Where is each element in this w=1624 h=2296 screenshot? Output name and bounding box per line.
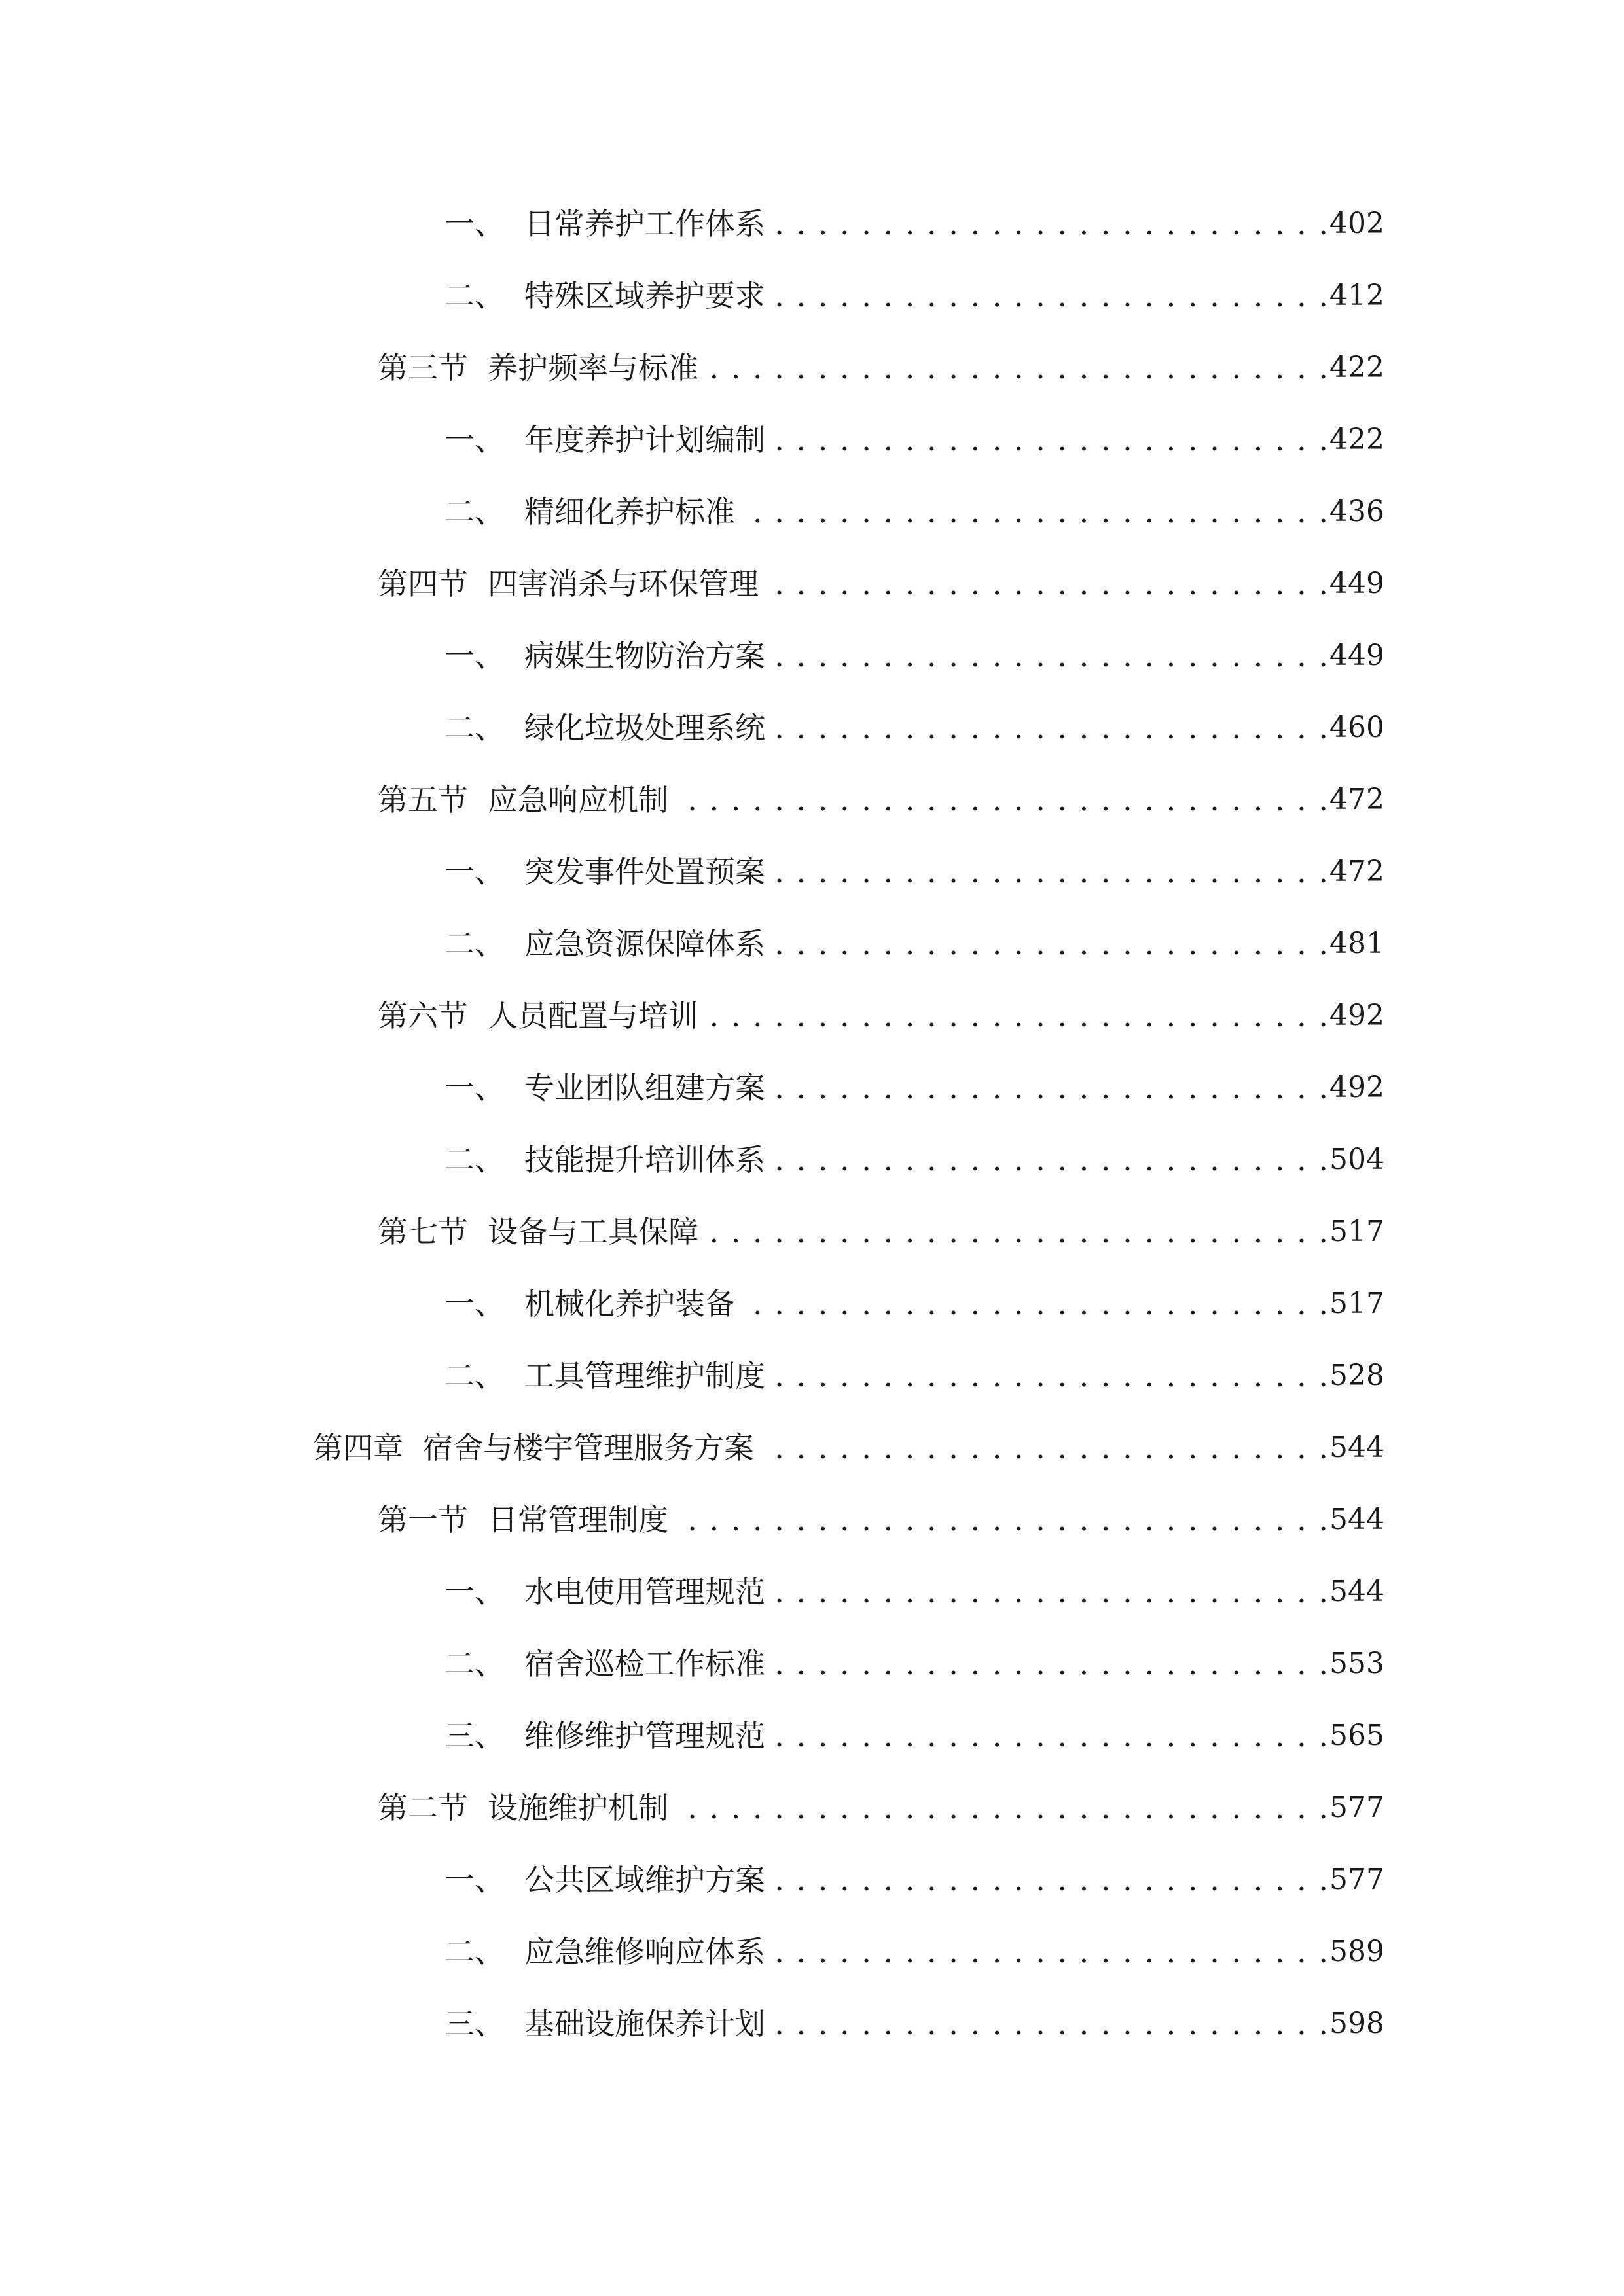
toc-entry-page: 481 [1329,927,1384,960]
toc-entry[interactable] [0,1716,1624,1788]
toc-entry-number: 一、 [444,422,505,457]
toc-entry[interactable] [0,1356,1624,1428]
table-of-contents [0,204,1624,2076]
toc-entry-number: 二、 [444,710,505,745]
dot-leader [772,204,1329,243]
dot-leader [761,1428,1329,1467]
toc-entry-title: 设施维护机制 [488,1790,668,1825]
dot-leader [705,1212,1329,1251]
toc-entry[interactable] [0,1284,1624,1356]
dot-leader [772,1932,1329,1971]
dot-leader [742,492,1329,531]
toc-entry-title: 应急维修响应体系 [524,1934,765,1969]
toc-entry[interactable] [0,204,1624,276]
toc-entry[interactable] [0,420,1624,492]
toc-entry-number: 二、 [444,1142,505,1177]
dot-leader [772,1356,1329,1395]
toc-entry-number: 第三节 [378,350,468,386]
dot-leader [705,996,1329,1035]
toc-entry-title: 人员配置与培训 [488,998,698,1033]
toc-entry-title: 维修维护管理规范 [524,1718,765,1753]
toc-entry-number: 一、 [444,854,505,889]
toc-entry-number: 一、 [444,1574,505,1609]
toc-entry-title: 技能提升培训体系 [524,1142,765,1177]
toc-entry[interactable] [0,1068,1624,1140]
toc-entry-page: 449 [1329,639,1384,672]
toc-entry-title: 设备与工具保障 [488,1214,698,1249]
toc-entry-number: 三、 [444,2006,505,2041]
toc-entry-number: 二、 [444,1646,505,1681]
toc-entry-title: 特殊区域养护要求 [524,278,765,314]
toc-entry-page: 565 [1329,1719,1384,1752]
dot-leader [742,1284,1329,1323]
toc-entry-page: 544 [1329,1431,1384,1464]
toc-entry-number: 第一节 [378,1502,468,1537]
dot-leader [772,1644,1329,1683]
toc-entry[interactable] [0,348,1624,420]
toc-entry-number: 二、 [444,1934,505,1969]
toc-entry-page: 472 [1329,783,1384,816]
toc-entry-number: 第七节 [378,1214,468,1249]
toc-entry-page: 577 [1329,1791,1384,1824]
toc-entry-title: 应急响应机制 [488,782,668,817]
toc-entry-page: 517 [1329,1215,1384,1248]
toc-entry-number: 第五节 [378,782,468,817]
dot-leader [772,636,1329,675]
toc-entry[interactable] [0,1212,1624,1284]
toc-entry[interactable] [0,1428,1624,1500]
toc-entry-title: 精细化养护标准 [524,494,735,529]
toc-entry-title: 绿化垃圾处理系统 [524,710,765,745]
dot-leader [772,852,1329,891]
toc-entry-number: 三、 [444,1718,505,1753]
dot-leader [772,420,1329,459]
toc-entry-page: 544 [1329,1575,1384,1608]
toc-entry-page: 544 [1329,1503,1384,1536]
toc-entry-number: 一、 [444,1070,505,1105]
dot-leader [772,1572,1329,1611]
toc-entry[interactable] [0,708,1624,780]
dot-leader [765,564,1329,603]
dot-leader [772,1068,1329,1107]
toc-entry[interactable] [0,492,1624,564]
toc-entry-title: 水电使用管理规范 [524,1574,765,1609]
toc-entry-page: 422 [1329,351,1384,384]
toc-entry-number: 二、 [444,1358,505,1393]
toc-entry-number: 二、 [444,278,505,314]
dot-leader [772,1716,1329,1755]
toc-entry-number: 一、 [444,638,505,673]
toc-entry-page: 436 [1329,495,1384,528]
toc-entry-page: 517 [1329,1287,1384,1320]
toc-entry-title: 病媒生物防治方案 [524,638,765,673]
toc-entry[interactable] [0,1500,1624,1572]
toc-entry-page: 598 [1329,2007,1384,2040]
toc-entry-page: 577 [1329,1863,1384,1896]
toc-entry-page: 449 [1329,567,1384,600]
toc-entry-title: 养护频率与标准 [488,350,698,386]
toc-entry-page: 504 [1329,1143,1384,1176]
toc-entry-title: 专业团队组建方案 [524,1070,765,1105]
toc-entry-title: 四害消杀与环保管理 [488,566,759,601]
toc-entry-title: 年度养护计划编制 [524,422,765,457]
toc-entry-title: 应急资源保障体系 [524,926,765,961]
toc-entry[interactable] [0,636,1624,708]
dot-leader [772,2004,1329,2043]
toc-entry[interactable] [0,1860,1624,1932]
toc-entry-page: 492 [1329,999,1384,1032]
toc-entry-title: 工具管理维护制度 [524,1358,765,1393]
dot-leader [772,1140,1329,1179]
dot-leader [772,708,1329,747]
toc-entry[interactable] [0,996,1624,1068]
dot-leader [675,1500,1329,1539]
toc-entry-title: 宿舍与楼宇管理服务方案 [423,1430,754,1465]
toc-entry[interactable] [0,2004,1624,2076]
toc-entry-page: 589 [1329,1935,1384,1968]
toc-entry-page: 412 [1329,279,1384,312]
toc-entry[interactable] [0,852,1624,924]
toc-entry-number: 第二节 [378,1790,468,1825]
dot-leader [675,1788,1329,1827]
toc-entry[interactable] [0,276,1624,348]
toc-entry[interactable] [0,924,1624,996]
toc-entry-page: 422 [1329,423,1384,456]
toc-entry-title: 日常养护工作体系 [524,206,765,242]
dot-leader [705,348,1329,387]
toc-entry[interactable] [0,1140,1624,1212]
toc-entry-number: 一、 [444,206,505,242]
toc-entry-title: 日常管理制度 [488,1502,668,1537]
dot-leader [675,780,1329,819]
toc-entry[interactable] [0,1932,1624,2004]
toc-entry-page: 528 [1329,1359,1384,1392]
toc-entry[interactable] [0,1788,1624,1860]
toc-entry[interactable] [0,1644,1624,1716]
dot-leader [772,1860,1329,1899]
toc-entry-page: 472 [1329,855,1384,888]
dot-leader [772,924,1329,963]
toc-entry[interactable] [0,780,1624,852]
toc-entry[interactable] [0,1572,1624,1644]
toc-entry-title: 基础设施保养计划 [524,2006,765,2041]
toc-entry-number: 一、 [444,1286,505,1321]
toc-entry-page: 460 [1329,711,1384,744]
toc-entry-title: 公共区域维护方案 [524,1862,765,1897]
toc-entry-number: 第四节 [378,566,468,601]
dot-leader [772,276,1329,315]
toc-entry-title: 宿舍巡检工作标准 [524,1646,765,1681]
toc-entry-number: 二、 [444,926,505,961]
toc-entry-number: 二、 [444,494,505,529]
toc-entry-title: 机械化养护装备 [524,1286,735,1321]
toc-entry-page: 402 [1329,207,1384,240]
toc-entry-number: 一、 [444,1862,505,1897]
toc-entry-number: 第四章 [313,1430,403,1465]
toc-entry-page: 553 [1329,1647,1384,1680]
toc-entry[interactable] [0,564,1624,636]
toc-entry-page: 492 [1329,1071,1384,1104]
toc-entry-number: 第六节 [378,998,468,1033]
toc-entry-title: 突发事件处置预案 [524,854,765,889]
